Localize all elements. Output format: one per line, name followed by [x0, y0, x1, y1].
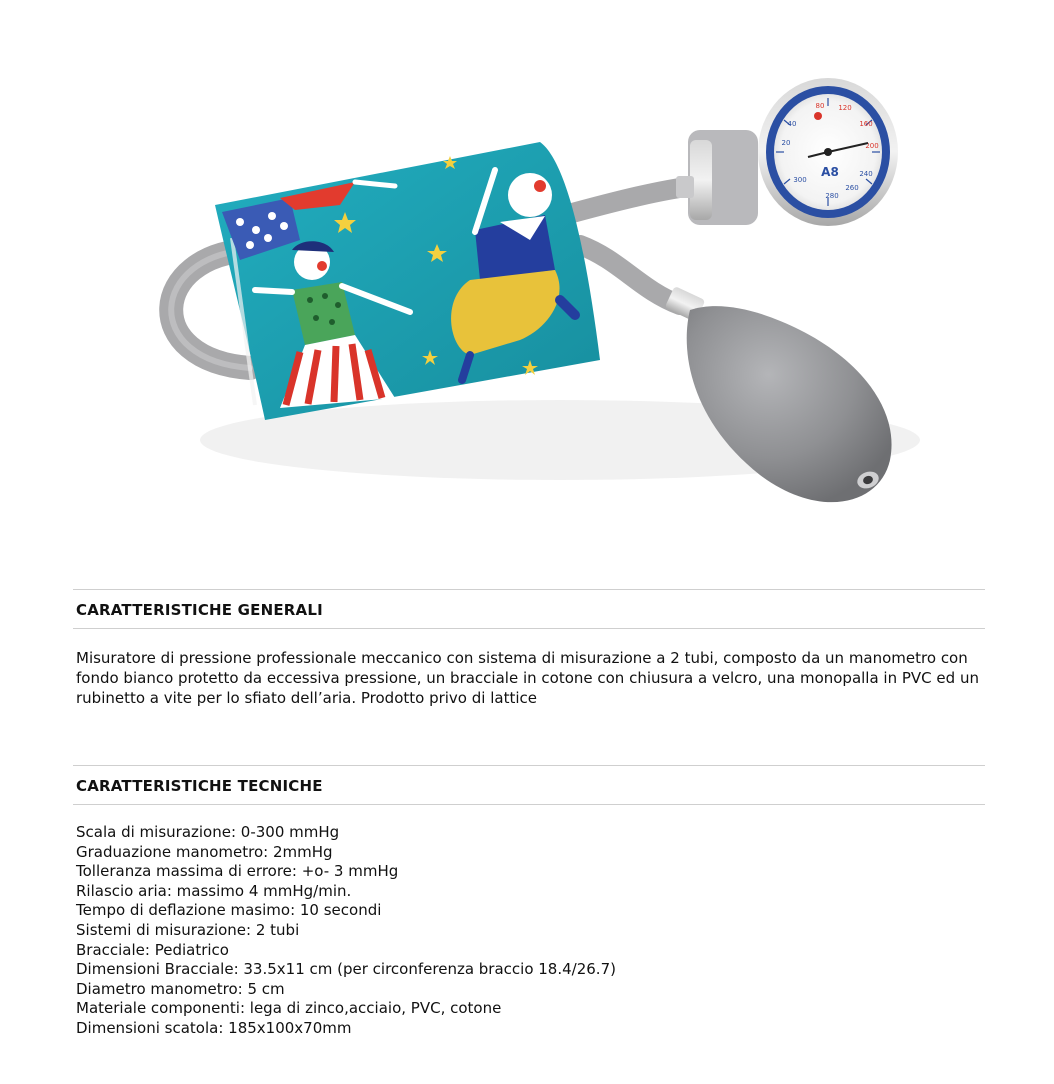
gauge-scale-label: 160	[859, 120, 873, 128]
gauge-scale-label: 20	[781, 139, 791, 147]
technical-spec-list	[76, 823, 616, 1039]
spec-item: Graduazione manometro: 2mmHg	[76, 842, 333, 861]
gauge-connector	[676, 130, 758, 225]
cuff	[215, 142, 600, 420]
gauge-scale-label: 240	[859, 170, 873, 178]
spec-item: Materiale componenti: lega di zinco,acciaio, PVC, cotone	[76, 999, 502, 1018]
section-rule-technical-bottom	[73, 804, 985, 805]
general-section-heading: CARATTERISTICHE GENERALI	[76, 601, 323, 619]
manometer-gauge	[758, 78, 898, 226]
section-rule-technical-top	[73, 765, 985, 766]
gauge-scale-label: 280	[825, 192, 839, 200]
spec-item: Tolleranza massima di errore: +o- 3 mmHg	[76, 862, 399, 881]
spec-item: Bracciale: Pediatrico	[76, 940, 229, 959]
spec-item: Rilascio aria: massimo 4 mmHg/min.	[76, 881, 352, 900]
gauge-logo-icon	[814, 112, 822, 120]
gauge-scale-label: 120	[838, 104, 852, 112]
gauge-scale-label: 80	[815, 102, 825, 110]
gauge-scale-label: 40	[787, 120, 797, 128]
gauge-scale-label: 260	[845, 184, 859, 192]
tube-to-bulb	[580, 245, 680, 305]
spec-item: Scala di misurazione: 0-300 mmHg	[76, 823, 340, 841]
spec-item: Sistemi di misurazione: 2 tubi	[76, 920, 300, 939]
gauge-brand-mark: A8	[821, 165, 839, 179]
technical-section-heading: CARATTERISTICHE TECNICHE	[76, 777, 323, 795]
spec-item: Dimensioni scatola: 185x100x70mm	[76, 1018, 352, 1037]
gauge-scale-label: 300	[793, 176, 807, 184]
section-rule-general-bottom	[73, 628, 985, 629]
general-description: Misuratore di pressione professionale meccanico con sistema di misurazione a 2 tubi, composto da un manometro con fondo bianco protetto da eccessiva pressione, un bracciale in cotone con chiusura a velcro, una monopalla in PVC ed un rubinetto a vite per lo sfiato dell’aria. Prodotto privo di lattice	[76, 649, 979, 707]
spec-item: Tempo di deflazione masimo: 10 secondi	[76, 901, 382, 920]
spec-item: Dimensioni Bracciale: 33.5x11 cm (per circonferenza braccio 18.4/26.7)	[76, 960, 616, 979]
section-rule-top	[73, 589, 985, 590]
gauge-scale-label: 200	[865, 142, 879, 150]
spec-item: Diametro manometro: 5 cm	[76, 979, 285, 998]
